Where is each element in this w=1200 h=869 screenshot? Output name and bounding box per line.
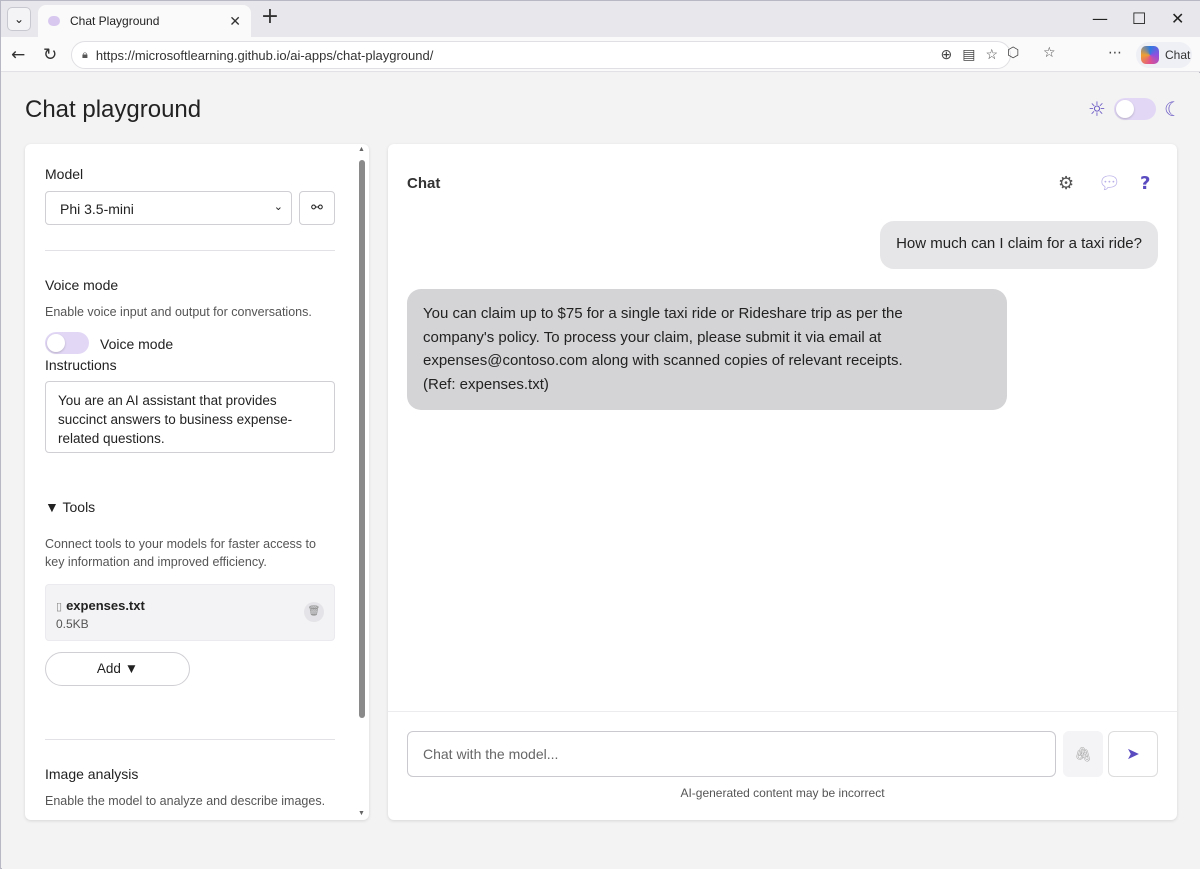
extensions-icon[interactable]: ⬡ [1007, 45, 1020, 61]
tab-title: Chat Playground [70, 14, 160, 28]
more-menu-icon[interactable]: ⋯ [1108, 45, 1122, 61]
copilot-icon [1141, 46, 1159, 64]
file-name-text: expenses.txt [66, 598, 145, 613]
chat-input[interactable]: Chat with the model... [407, 731, 1056, 777]
gear-icon[interactable]: ⚙ [1058, 173, 1075, 194]
file-icon: ▯ [56, 601, 63, 613]
toggle-knob [47, 334, 65, 352]
settings-scrollbar[interactable] [358, 146, 366, 817]
zoom-icon[interactable]: ⊕ [940, 46, 953, 62]
assistant-message-line: (Ref: expenses.txt) [423, 375, 549, 393]
voice-mode-description: Enable voice input and output for conversations. [45, 305, 312, 319]
page-title: Chat playground [25, 96, 202, 123]
page-content [2, 73, 1200, 869]
link-icon: ⚯ [311, 200, 323, 216]
scrollbar-thumb[interactable] [359, 160, 365, 718]
chevron-down-icon: ⌄ [273, 200, 283, 213]
user-message: How much can I claim for a taxi ride? [880, 221, 1158, 269]
delete-file-icon[interactable]: 🗑︎ [304, 602, 324, 622]
assistant-message-line: You can claim up to $75 for a single taxi ride or Rideshare trip as per the [423, 305, 903, 322]
favorite-star-icon[interactable]: ☆ [985, 46, 998, 62]
minimize-icon[interactable]: — [1092, 9, 1108, 28]
model-label: Model [45, 166, 84, 182]
chat-panel [388, 144, 1177, 820]
tab-list-button[interactable]: ⌄ [7, 7, 31, 31]
model-select[interactable] [45, 191, 292, 225]
instructions-label: Instructions [45, 357, 117, 373]
tools-description: Connect tools to your models for faster access to key information and improved efficiency. [45, 537, 316, 569]
tab-bar [1, 1, 1200, 37]
assistant-message-line: company's policy. To process your claim, please submit it via email at [423, 328, 882, 346]
moon-icon: ☾ [1163, 97, 1182, 121]
copilot-chat-button[interactable] [1136, 42, 1192, 68]
image-analysis-heading: Image analysis [45, 766, 139, 782]
settings-panel [25, 144, 369, 820]
scroll-up-icon[interactable]: ▲ [358, 146, 365, 153]
file-size: 0.5KB [56, 617, 89, 631]
toggle-knob [1116, 100, 1134, 118]
reload-icon[interactable]: ↻ [43, 45, 58, 65]
sun-icon: ☼ [1088, 97, 1106, 121]
instructions-textarea[interactable]: You are an AI assistant that provides succinct answers to business expense-related questions. [45, 381, 335, 453]
send-icon[interactable]: ➤ [1108, 731, 1158, 777]
attach-icon[interactable]: 🖇︎ [1063, 731, 1103, 777]
assistant-message-line: expenses@contoso.com along with scanned copies of relevant receipts. [423, 352, 903, 369]
favorites-icon[interactable]: ☆ [1043, 45, 1056, 61]
voice-mode-toggle[interactable] [45, 332, 89, 354]
url-text: https://microsoftlearning.github.io/ai-apps/chat-playground/ [95, 47, 434, 63]
tools-heading[interactable]: ▼ Tools [45, 499, 96, 515]
theme-toggle[interactable] [1114, 98, 1156, 120]
lock-icon: 🔒︎ [82, 48, 88, 61]
divider [45, 250, 335, 251]
divider [388, 711, 1177, 712]
question-icon[interactable]: ? [1140, 173, 1151, 194]
scroll-down-icon[interactable]: ▼ [358, 810, 365, 817]
chat-heading: Chat [407, 175, 441, 192]
maximize-icon[interactable]: ☐ [1132, 9, 1147, 28]
theme-toggle-group [1088, 97, 1182, 121]
model-link-button[interactable] [299, 191, 335, 225]
back-icon[interactable]: ← [11, 45, 26, 65]
copilot-label: Chat [1165, 48, 1191, 62]
address-bar-row [1, 37, 1200, 72]
voice-mode-heading: Voice mode [45, 277, 119, 293]
model-select-value: Phi 3.5-mini [60, 201, 134, 217]
reader-icon[interactable]: ▤ [962, 46, 976, 62]
close-tab-icon[interactable]: ✕ [229, 12, 241, 29]
tab-favicon-icon [48, 16, 60, 26]
add-tool-button[interactable]: Add ▼ [45, 652, 190, 686]
browser-tab[interactable] [38, 5, 251, 37]
assistant-message [407, 289, 1007, 410]
voice-mode-toggle-label: Voice mode [100, 336, 174, 352]
image-analysis-description: Enable the model to analyze and describe images. [45, 794, 326, 808]
new-tab-button[interactable]: + [260, 4, 280, 29]
disclaimer-text: AI-generated content may be incorrect [680, 786, 885, 800]
divider [45, 739, 335, 740]
url-field[interactable] [71, 41, 1011, 69]
close-window-icon[interactable]: ✕ [1171, 9, 1185, 28]
tool-file-card [45, 584, 335, 641]
file-name [56, 598, 145, 613]
speech-bubble-icon[interactable]: 💬︎ [1098, 173, 1121, 194]
